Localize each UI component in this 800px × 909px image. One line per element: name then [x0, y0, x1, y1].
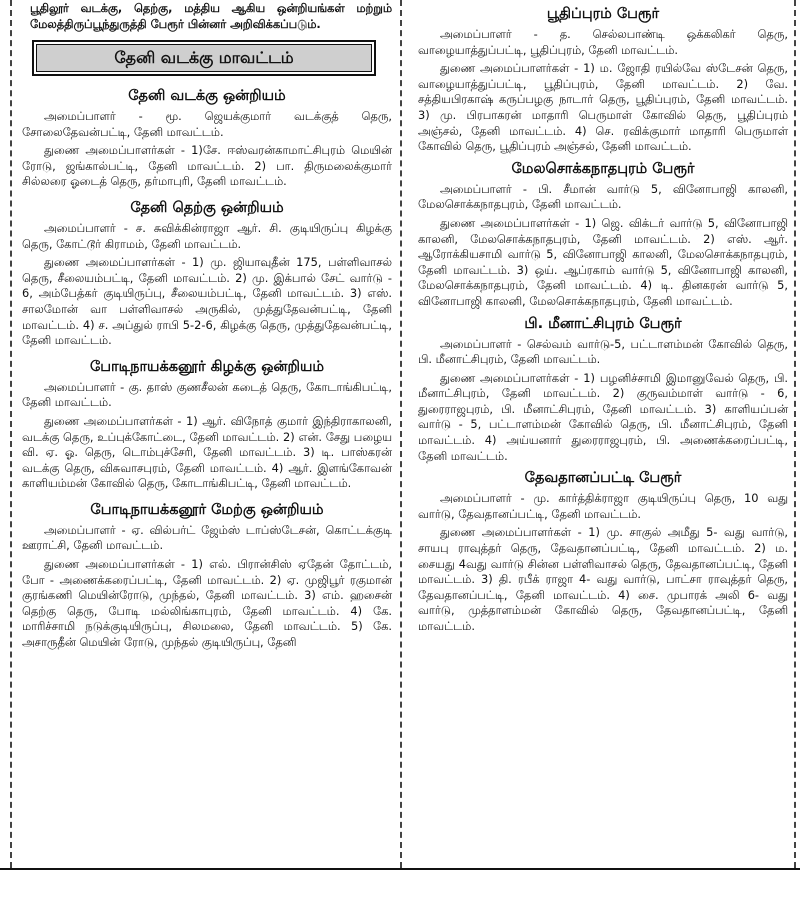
- section-title: பி. மீனாட்சிபுரம் பேரூர்: [524, 315, 682, 332]
- deputies-entry: துணை அமைப்பாளர்கள் - 1)சே. ஈஸ்வரன்காமாட்சிபுரம் மெயின் ரோடு, ஜங்கால்பட்டி, தேனி மாவட்டம். 2) பா. திருமலைக்குமார் சில்லரை ஓடைத் தெரு, தர்மாபுரி, தேனி மாவட்டம்.: [22, 143, 392, 189]
- deputies-entry: துணை அமைப்பாளர்கள் - 1) ஜெ. விக்டர் வார்டு 5, வினோபாஜி காலனி, மேலசொக்கநாதபுரம், தேனி மாவட்டம். 2) எஸ். ஆர். ஆரோக்கியசாமி வார்டு 5, வினோபாஜி காலனி, மேலசொக்கநாதபுரம், தேனி மாவட்டம். 3) ஒய். ஆப்ரகாம் வார்டு 5, வினோபாஜி காலனி, மேலசொக்கநாதபுரம், தேனி மாவட்டம். 4) டி. தினகரன் வார்டு 5, வினோபாஜி காலனி, மேலசொக்கநாதபுரம், தேனி மாவட்டம்.: [418, 215, 788, 308]
- district-title: தேனி வடக்கு மாவட்டம்: [36, 44, 372, 72]
- column-divider-middle: [400, 0, 402, 868]
- section-title: போடிநாயக்கனூர் மேற்கு ஒன்றியம்: [90, 501, 324, 518]
- convener-entry: அமைப்பாளர் - ச. சுவிக்கின்ராஜா ஆர். சி. குடியிருப்பு கிழக்கு தெரு, கோட்டூர் கிராமம், தேனி மாவட்டம்.: [22, 220, 392, 251]
- section-title: மேலசொக்கநாதபுரம் பேரூர்: [511, 160, 695, 177]
- deputies-entry: துணை அமைப்பாளர்கள் - 1) எல். பிரான்சிஸ் ஏதேன் தோட்டம், போ - அணைக்கரைப்பட்டி, தேனி மாவட்டம். 2) ஏ. முஜிபூர் ரகுமான் குரங்கணி மெயின்ரோடு, முந்தல், தேனி மாவட்டம். 3) எம். ஹசைன் தெற்கு தெரு, போடி மல்லிங்காபுரம், தேனி மாவட்டம். 4) கே. மாரிச்சாமி நடுக்குடியிருப்பு, சிலமலை, தேனி மாவட்டம். 5) கே. அசாருதீன் மெயின் ரோடு, முந்தல் குடியிருப்பு, தேனி: [22, 557, 392, 650]
- town-section: [418, 159, 788, 310]
- convener-entry: அமைப்பாளர் - த. செல்லபாண்டி ஒக்கலிகர் தெரு, வாழையாத்துப்பட்டி, பூதிப்புரம், தேனி மாவட்டம்.: [418, 27, 788, 57]
- bottom-rule: [0, 868, 800, 870]
- union-section: [22, 500, 392, 651]
- convener-entry: அமைப்பாளர் - செல்வம் வார்டு-5, பட்டாளம்மன் கோவில் தெரு, பி. மீனாட்சிபுரம், தேனி மாவட்டம்.: [418, 336, 788, 367]
- district-banner: [32, 40, 376, 76]
- deputies-entry: துணை அமைப்பாளர்கள் - 1) மு. சாகுல் அமீது 5- வது வார்டு, சாயபு ராவுத்தர் தெரு, தேவதானப்பட்டி, தேனி மாவட்டம். 2) ம. சையது 4வது வார்டு சின்ன பள்ளிவாசல் தெரு, தேவதானப்பட்டி, தேனி மாவட்டம். 3) தி. ரபீக் ராஜா 4- வது வார்டு, பாட்சா ராவுத்தர் தெரு, தேவதானப்பட்டி, தேனி மாவட்டம். 4) சை. முபாரக் அலி 6- வது வார்டு, முத்தாளம்மன் கோவில் தெரு, தேவதானப்பட்டி, தேனி மாவட்டம்.: [418, 525, 788, 633]
- convener-entry: அமைப்பாளர் - ஏ. வில்பர்ட் ஜேம்ஸ் டாப்ஸ்டேசன், கொட்டக்குடி ஊராட்சி, தேனி மாவட்டம்.: [22, 522, 392, 553]
- section-title: தேனி தெற்கு ஒன்றியம்: [130, 199, 284, 216]
- column-divider-left: [10, 0, 12, 868]
- section-title: போடிநாயக்கனூர் கிழக்கு ஒன்றியம்: [89, 358, 325, 375]
- union-section: [22, 86, 392, 190]
- intro-paragraph: பூதிலூர் வடக்கு, தெற்கு, மத்திய ஆகிய ஒன்றியங்கள் மற்றும் மேலத்திருப்பூந்துருத்தி பேரூர் பின்னர் அறிவிக்கப்படும்.: [30, 1, 392, 31]
- union-section: [22, 198, 392, 349]
- town-section: [418, 314, 788, 465]
- column-divider-right: [794, 0, 796, 868]
- deputies-entry: துணை அமைப்பாளர்கள் - 1) மு. ஜியாவுதீன் 175, பள்ளிவாசல் தெரு, சீலையம்பட்டி, தேனி மாவட்டம். 2) மு. இக்பால் சேட் வார்டு - 6, அம்பேத்கர் குடியிருப்பு, சீலையம்பட்டி, தேனி மாவட்டம். 3) எஸ். சாலமோன் வா பள்ளிவாசல் அருகில், முத்துதேவன்பட்டி, தேனி மாவட்டம். 4) ச. அப்துல் ராபி 5-2-6, கிழக்கு தெரு, முத்துதேவன்பட்டி, தேனி மாவட்டம்.: [22, 255, 392, 348]
- town-section: [418, 4, 788, 155]
- deputies-entry: துணை அமைப்பாளர்கள் - 1) பழனிச்சாமி இமானுவேல் தெரு, பி. மீனாட்சிபுரம், தேனி மாவட்டம். 2) குருவம்மாள் வார்டு - 6, துரைராஜபுரம், பி. மீனாட்சிபுரம், தேனி மாவட்டம். 3) காளியப்பன் வார்டு - 5, பட்டாளம்மன் கோவில் தெரு, பி. மீனாட்சிபுரம், தேனி மாவட்டம். 4) அய்யனார் துரைராஜபுரம், பி. அணைக்கரைப்பட்டி, தேனி மாவட்டம்.: [418, 370, 788, 463]
- section-title: பூதிப்புரம் பேரூர்: [546, 6, 660, 22]
- union-section: [22, 357, 392, 492]
- section-title: தேவதானப்பட்டி பேரூர்: [524, 470, 682, 487]
- deputies-entry: துணை அமைப்பாளர்கள் - 1) ஆர். விநோத் குமார் இந்திராகாலனி, வடக்கு தெரு, உப்புக்கோட்டை, தேனி மாவட்டம். 2) என். சேது பழைய வி. ஏ. ஓ. தெரு, டொம்புச்சேரி, தேனி மாவட்டம். 3) டி. பாஸ்கரன் வடக்கு தெரு, விசுவாசபுரம், தேனி மாவட்டம். 4) ஆர். இளங்கோவன் காளியம்மன் கோவில் தெரு, கோடாங்கிபட்டி, தேனி மாவட்டம்.: [22, 413, 392, 491]
- left-column: [14, 0, 398, 868]
- convener-entry: அமைப்பாளர் - கு. தாஸ் குணசீலன் கடைத் தெரு, கோடாங்கிபட்டி, தேனி மாவட்டம்.: [22, 379, 392, 410]
- right-column: [404, 0, 794, 868]
- deputies-entry: துணை அமைப்பாளர்கள் - 1) ம. ஜோதி ரயில்வே ஸ்டேசன் தெரு, வாழையாத்துப்பட்டி, பூதிப்புரம், தேனி மாவட்டம். 2) வே. சத்தியபிரகாஷ் கருப்பழகு நாடார் தெரு, பூதிப்புரம், தேனி மாவட்டம். 3) மு. பிரபாகரன் மாதாரி பெருமாள் கோவில் தெரு, பூதிப்புரம் அஞ்சல், தேனி மாவட்டம். 4) செ. ரவிக்குமார் மாதாரி பெருமாள் கோவில் தெரு, பூதிப்புரம் அஞ்சல், தேனி மாவட்டம்.: [418, 61, 788, 154]
- convener-entry: அமைப்பாளர் - பி. சீமான் வார்டு 5, வினோபாஜி காலனி, மேலசொக்கநாதபுரம், தேனி மாவட்டம்.: [418, 181, 788, 212]
- town-section: [418, 468, 788, 634]
- section-title: தேனி வடக்கு ஒன்றியம்: [128, 88, 286, 104]
- convener-entry: அமைப்பாளர் - மு. கார்த்திக்ராஜா குடியிருப்பு தெரு, 10 வது வார்டு, தேவதானப்பட்டி, தேனி மாவட்டம்.: [418, 491, 788, 521]
- convener-entry: அமைப்பாளர் - மூ. ஜெயக்குமார் வடக்குத் தெரு, சோலைதேவன்பட்டி, தேனி மாவட்டம்.: [22, 109, 392, 139]
